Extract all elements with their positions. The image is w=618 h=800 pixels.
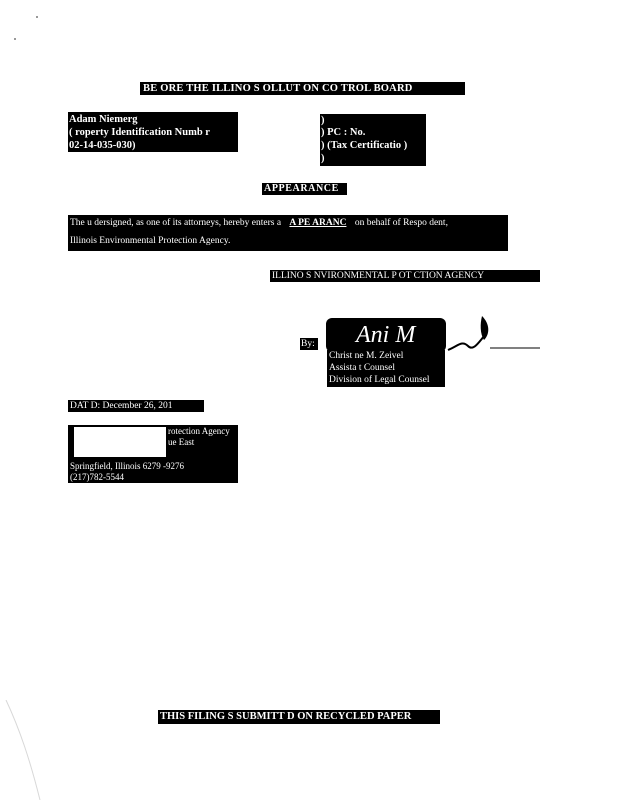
address-line-city: Springfield, Illinois 6279 -9276 — [70, 461, 184, 471]
signature-by-label: By: — [301, 339, 315, 349]
address-line-street: ue East — [168, 437, 195, 447]
scan-edge-artifact — [0, 700, 60, 800]
signature-by-label-block — [300, 338, 318, 350]
caption-respondent-name: Adam Niemerg — [69, 114, 138, 125]
address-line-agency: rotection Agency — [168, 426, 230, 436]
scan-speck — [36, 16, 38, 18]
body-paragraph-block — [68, 215, 508, 251]
signature-image — [326, 318, 446, 352]
caption-tax-certification: ) (Tax Certificatio ) — [321, 140, 408, 151]
section-title-bar — [262, 183, 347, 195]
signatory-name: Christ ne M. Zeivel — [329, 351, 404, 361]
caption-pcb-number: ) PC : No. — [321, 127, 366, 138]
footer-text: THIS FILING S SUBMITT D ON RECYCLED PAPER — [160, 711, 412, 722]
caption-right-block — [320, 114, 426, 166]
caption-left-block — [68, 112, 238, 152]
dated-text: DAT D: December 26, 201 — [70, 401, 173, 411]
body-line-2: Illinois Environmental Protection Agency. — [70, 236, 231, 246]
scan-speck — [14, 38, 16, 40]
signature-flourish — [440, 310, 540, 360]
body-line-1 — [70, 217, 448, 230]
caption-property-id-label: ( roperty Identification Numb r — [69, 127, 210, 138]
footer-bar — [158, 710, 440, 724]
agency-name-bar — [270, 270, 540, 282]
signatory-block — [327, 350, 445, 387]
caption-property-id-number: 02-14-035-030) — [69, 140, 136, 151]
caption-paren: ) — [321, 115, 325, 126]
address-redaction — [74, 427, 166, 457]
address-block — [68, 425, 238, 483]
address-line-phone: (217)782-5544 — [70, 472, 124, 482]
section-title: APPEARANCE — [264, 183, 339, 194]
board-title: BE ORE THE ILLINO S OLLUT ON CO TROL BOARD — [143, 83, 413, 94]
agency-name: ILLINO S NVIRONMENTAL P OT CTION AGENCY — [272, 271, 485, 281]
appearance-emphasis: A PE ARANC — [289, 218, 347, 228]
body-line-1-start: The u dersigned, as one of its attorneys, hereby enters a — [70, 218, 282, 228]
signatory-division: Division of Legal Counsel — [329, 375, 430, 385]
caption-paren: ) — [321, 153, 325, 164]
body-line-1-end: on behalf of Respo dent, — [354, 218, 448, 228]
board-title-bar — [140, 82, 465, 95]
dated-block — [68, 400, 204, 412]
signature-scrawl: Ani M — [356, 322, 416, 348]
signatory-title: Assista t Counsel — [329, 363, 395, 373]
